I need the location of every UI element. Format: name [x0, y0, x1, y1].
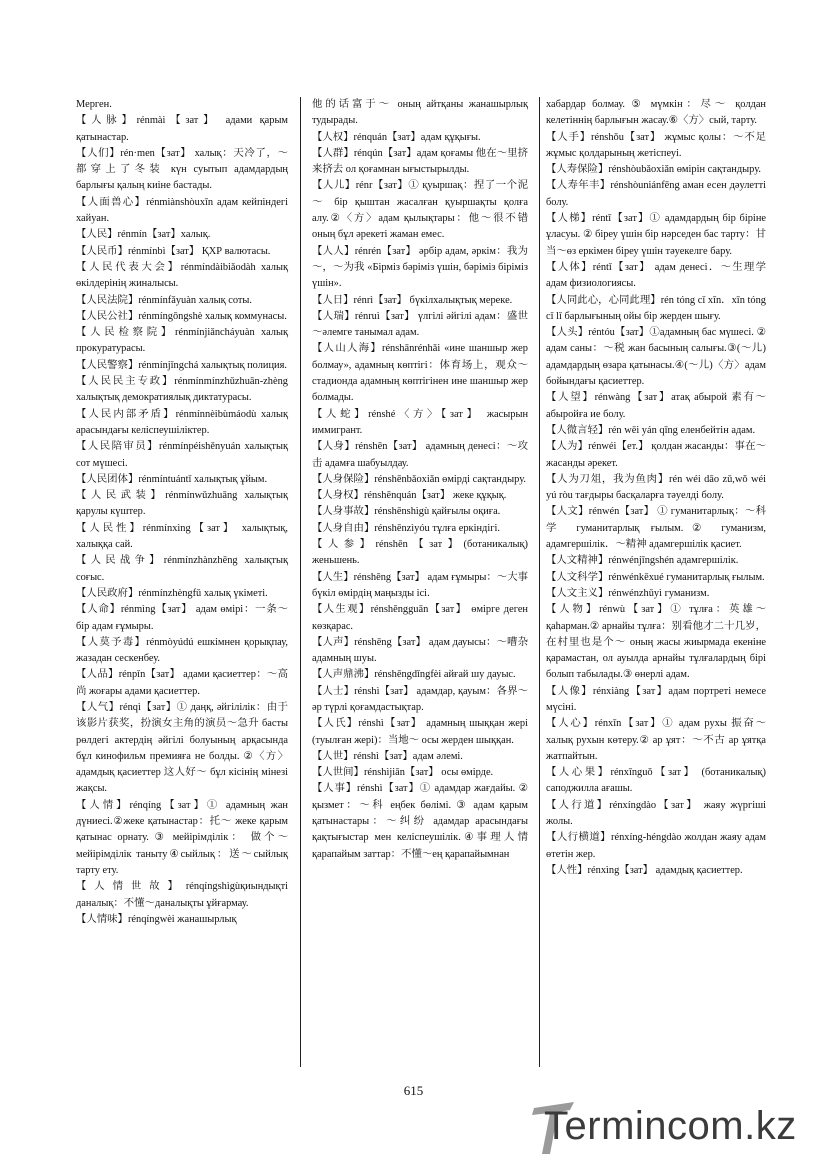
dictionary-entry: 【人脉】rénmài【зат】 адами қарым қатынастар.: [76, 115, 288, 143]
dictionary-entry: 【人身事故】rénshēnshìgù қайғылы оқиға.: [312, 506, 501, 518]
dictionary-entry: 【人命】rénmìng【зат】 адам өмірі：一条～бір адам ғұмыры.: [76, 604, 288, 632]
dictionary-entry: 【人蛇】rénshé〈方〉【зат】 жасырын иммигрант.: [312, 408, 528, 436]
dictionary-entry: 【人文科学】rénwénkēxué гуманитарлық ғылым.: [546, 571, 765, 583]
dictionary-entry: 【人头】réntóu【зат】①адамның бас мүшесі. ② адам саны：～税 жан басының салығы.③(～儿) адамдардың өзара қатынасы.④(～儿)〈方〉адам бойындағы қасиеттер.: [546, 327, 766, 388]
dictionary-entry: 【人人】rénrén【зат】 әрбір адам, әркім：我为～，～为我 «Бірміз бәріміз үшін, бәріміз біріміз үшін».: [312, 245, 528, 290]
dictionary-entry: 【人事】rénshì【зат】① адамдар жағдайы. ② қызмет：～科 еңбек бөлімі. ③ адам қарым қатынастары：～纠纷 адамдар арасындағы қақтығыстар мен келіспеушілік.④事理人情 қарапайым заттар：不懂～ең қарапайымнан: [312, 783, 528, 860]
dictionary-entry: 【人民性】rénmínxìng【зат】 халықтық, халыққа сай.: [76, 522, 288, 551]
dictionary-entry: 【人身权】rénshēnquán【зат】 жеке құқық.: [312, 490, 507, 502]
dictionary-entry: 【人体】réntǐ【зат】 адам денесі．～生理学 адам физиологиясы.: [546, 261, 766, 290]
dictionary-entry: 【人权】rénquán【зат】адам құқығы.: [312, 131, 481, 143]
dictionary-entry: 【人世】rénshì【зат】адам әлемі.: [312, 750, 463, 762]
dictionary-entry: 【人气】rénqì【зат】① даңқ, әйгілілік：由于该影片获奖，扮演女主角的演员～急升 басты рөлдегі актердің әйгілі болуының арқасында бұл кинофильм премияға не болды. ②〈方〉адамдық қасиеттер 这人好～ бұл кісінің мінезі жақсы.: [76, 701, 288, 795]
dictionary-entry: 【人民法院】rénmínfǎyuàn халық соты.: [76, 294, 253, 306]
dictionary-entry: 【人民战争】rénmínzhànzhēng халықтық соғыс.: [76, 555, 288, 583]
dictionary-entry: 【人民警察】rénmínjǐngchá халықтық полиция.: [76, 359, 287, 371]
dictionary-entry: 【人心】rénxīn【зат】① адам рухы 振奋～ халық рухын көтеру.② ар ұят：～不古 ар ұятқа жатпайтын.: [546, 718, 766, 762]
dictionary-entry: 【人为】rénwéi【ет.】 қолдан жасанды：事在～жасанды әрекет.: [546, 441, 766, 469]
column-left: [76, 97, 288, 928]
dictionary-entry: 【人情】rénqíng【зат】① адамның жан дүниесі.②жеке қатынастар：托～ жеке қарым қатынас орнату. ③ мейірімділік： 做个～ мейірімділік таныту④сыйлық：送～сыйлық тарту ету.: [76, 799, 288, 876]
dictionary-entry: 【人生观】rénshēngguān【зат】 өмірге деген көзқарас.: [312, 604, 528, 632]
dictionary-entry: 【人民民主专政】rénmínmínzhǔzhuān-zhèng халықтық демократиялық диктатурасы.: [76, 376, 288, 404]
dictionary-entry: 【人文精神】rénwénjīngshén адамгершілік.: [546, 555, 739, 567]
dictionary-entry: 【人微言轻】rén wēi yán qīng еленбейтін адам.: [546, 424, 756, 436]
dictionary-entry: 【人声鼎沸】rénshēngdǐngfèi айғай шу дауыс.: [312, 669, 516, 681]
dictionary-entry: 【人士】rénshì【зат】 адамдар, қауым：各界～ әр түрлі қоғамдастықтар.: [312, 685, 528, 713]
dictionary-entry: 【人情世故】rénqíngshìgùқиындықті даналық：不懂～даналықты ұйғармау.: [76, 881, 288, 909]
dictionary-entry: 【人面兽心】rénmiànshòuxīn адам кейпіндегі хайуан.: [76, 196, 288, 225]
dictionary-entry: 【人山人海】rénshānrénhǎi «ине шаншыр жер болмау», адамның көптігі：体育场上，观众～стадионда адамның көптігінен ине шаншыр жер болмады.: [312, 343, 528, 404]
dictionary-entry: 【人梯】réntī【зат】① адамдардың бір біріне ұласуы. ② біреу үшін бір нәрседен бас тарту：甘当～өз еркімен біреу үшін тәуекелге бару.: [546, 213, 766, 257]
dictionary-entry: 【人氏】rénshì【зат】 адамның шыққан жері (туылған жері)：当地～ осы жерден шыққан.: [312, 718, 528, 746]
dictionary-entry: Мерген.: [76, 99, 112, 110]
dictionary-entry: 【人民团体】rénmíntuántǐ халықтық ұйым.: [76, 473, 268, 485]
dictionary-entry: 【人生】rénshēng【зат】 адам ғұмыры：～大事 бүкіл өмірдің маңызды ісі.: [312, 571, 528, 599]
dictionary-entry: 【人为刀俎，我为鱼肉】rén wéi dāo zǔ,wǒ wéi yú ròu тағдыры басқаларға тәуелді болу.: [546, 473, 766, 502]
dictionary-entry: 【人民公社】rénmíngōngshè халық коммунасы.: [76, 310, 287, 322]
dictionary-entry: 【人文主义】rénwénzhǔyì гуманизм.: [546, 587, 710, 599]
dictionary-entry: 【人行横道】rénxíng-héngdào жолдан жаяу адам өтетін жер.: [546, 832, 766, 860]
dictionary-entry: 【人瑞】rénruì【зат】 үлгілі әйгілі адам：盛世～әлемге танымал адам.: [312, 310, 528, 339]
column-right: [546, 97, 766, 879]
dictionary-entry: 【人群】rénqún【зат】адам қоғамы 他在～里挤来挤去 ол қоғамнан ығыстырылды.: [312, 147, 528, 176]
logo-text: Termincom.kz: [544, 1104, 797, 1148]
dictionary-entry: 【人性】rénxìng【зат】 адамдық қасиеттер.: [546, 864, 743, 876]
dictionary-entry: 【人民币】rénmínbì【зат】 ҚХР валютасы.: [76, 245, 271, 257]
column-divider-right: [539, 97, 540, 1067]
dictionary-entry: 【人世间】rénshìjiān【зат】 осы өмірде.: [312, 767, 494, 779]
dictionary-entry: 【人们】rén·men【зат】 халық：天冷了，～都穿上了冬装 күн суытып адамдардың барлығы қалың киіне бастады.: [76, 147, 288, 192]
dictionary-entry: 【人声】rénshēng【зат】 адам дауысы：～嘈杂 адамның шуы.: [312, 636, 528, 665]
dictionary-entry: 【人寿年丰】rénshòuniánfēng аман есен дәулетті болу.: [546, 180, 766, 208]
column-middle: [312, 97, 528, 863]
dictionary-entry: 【人物】rénwù【зат】① тұлға：英雄～ қаһарман.② арнайы тұлға：别看他才二十几岁，在村里也是个～ оның жасы жиырмада екеніне қарамастан, ол ауылда арнайы тұлғалардың бірі болып табылады.③ өнерлі адам.: [546, 604, 766, 681]
dictionary-entry: хабардар болмау. ⑤ мүмкін：尽～ қолдан келетіннің барлығын жасау.⑥〈方〉сый, тарту.: [546, 99, 766, 127]
dictionary-entry: 【人品】rénpǐn【зат】 адами қасиеттер：～高尚 жоғары адами қасиеттер.: [76, 669, 288, 697]
dictionary-entry: 【人心果】rénxīnguǒ【зат】 (ботаникалық) саподжилла ағашы.: [546, 767, 766, 795]
dictionary-entry: 【人民内部矛盾】rénmínnèibùmáodù халық арасындағы келіспеушіліктер.: [76, 408, 288, 436]
dictionary-entry: 【人民代表大会】rénmíndàibiǎodàh халық өкілдерінің жиналысы.: [76, 261, 288, 290]
dictionary-entry: 【人民武装】rénmínwǔzhuāng халықтық қарулы күштер.: [76, 490, 288, 518]
dictionary-entry: 【人像】rénxiàng【зат】адам портреті немесе мүсіні.: [546, 685, 766, 713]
dictionary-entry: 【人身自由】rénshēnzìyóu тұлға еркіндігі.: [312, 522, 500, 534]
dictionary-entry: 【人身】rénshēn【зат】 адамның денесі：～攻击 адамға шабуылдау.: [312, 441, 528, 469]
dictionary-entry: 【人儿】rénr【зат】① қуыршақ：捏了一个泥～ бір қыштан жасалған қуыршақты қолға алу.②〈方〉адам қылықтары：他～很不错 оның бұл әрекеті жаман емес.: [312, 180, 528, 241]
site-logo[interactable]: [530, 1100, 810, 1156]
column-divider-left: [300, 97, 301, 1067]
dictionary-entry: 【人参】rénshēn【зат】(ботаникалық) женьшень.: [312, 539, 528, 567]
dictionary-entry: 【人文】rénwén【зат】 ① гуманитарлық：～科学 гуманитарлық ғылым.② гуманизм, адамгершілік．～精神 адамгершілік қасиет.: [546, 506, 766, 551]
dictionary-entry: 他的话富于～ оның айтқаны жанашырлық тудырады.: [312, 99, 528, 127]
dictionary-entry: 【人身保险】rénshēnbǎoxiǎn өмірді сақтандыру.: [312, 473, 526, 485]
dictionary-entry: 【人情味】rénqíngwèi жанашырлық: [76, 913, 237, 925]
dictionary-entry: 【人寿保险】rénshòubǎoxiǎn өмірін сақтандыру.: [546, 164, 761, 176]
dictionary-entry: 【人望】rénwàng【зат】атақ абырой 素有～абыройға ие болу.: [546, 392, 766, 420]
dictionary-entry: 【人民陪审员】rénmínpéishěnyuán халықтық сот мүшесі.: [76, 441, 288, 469]
dictionary-entry: 【人民】rénmín【зат】халық.: [76, 229, 211, 241]
dictionary-entry: 【人日】rénrì【зат】 бүкілхалықтық мереке.: [312, 294, 513, 306]
page-number: 615: [403, 1083, 424, 1098]
dictionary-entry: 【人行道】rénxíngdào【зат】 жаяу жүргіші жолы.: [546, 799, 766, 828]
dictionary-entry: 【人莫予毒】rénmòyúdú ешкімнен қорықпау, жазадан сескенбеу.: [76, 636, 288, 665]
dictionary-entry: 【人手】rénshǒu【зат】 жұмыс қолы：～不足 жұмыс қолдарының жетіспеуі.: [546, 131, 766, 159]
dictionary-entry: 【人同此心，心同此理】rén tóng cǐ xīn．xīn tóng cǐ lǐ барлығының ойы бір жерден шығу.: [546, 294, 766, 322]
dictionary-entry: 【人民检察院】rénmínjiǎncháyuàn халық прокуратурасы.: [76, 327, 288, 355]
dictionary-entry: 【人民政府】rénmínzhèngfǔ халық үкіметі.: [76, 587, 268, 599]
